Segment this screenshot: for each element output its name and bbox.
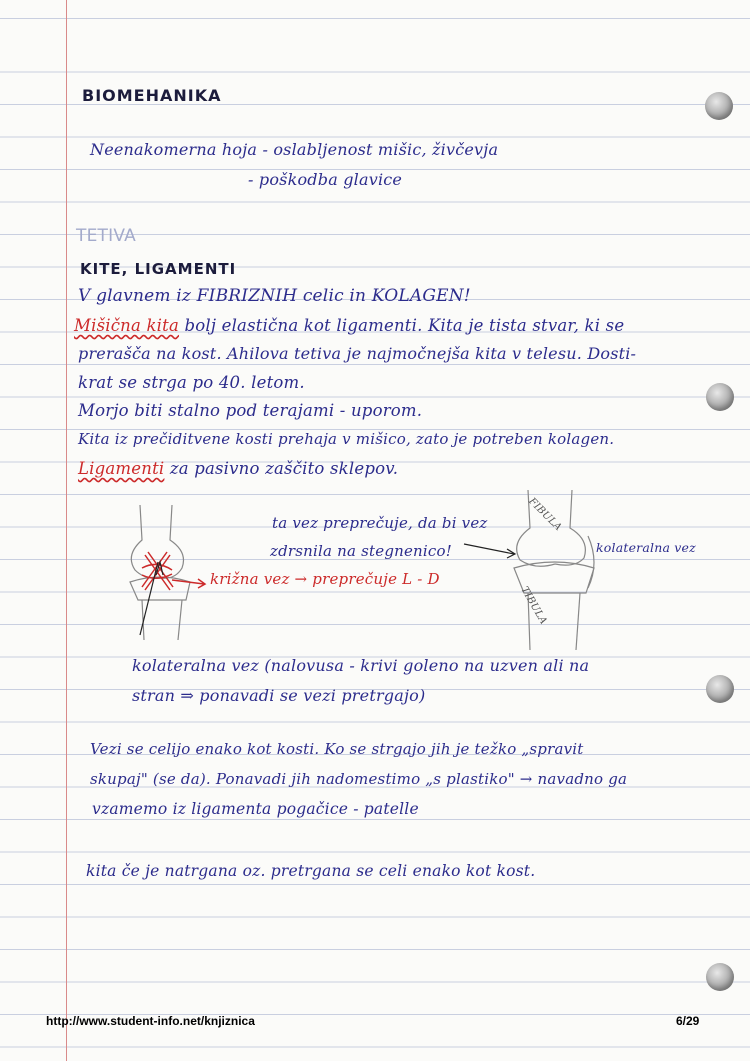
final-line: kita če je natrgana oz. pretrgana se celi enako kot kost. <box>86 862 536 880</box>
paragraph-line-4: krat se strga po 40. letom. <box>78 373 305 392</box>
diagram-note-2: zdrsnila na stegnenico! <box>270 542 452 560</box>
collateral-line-2: stran ⇒ ponavadi se vezi pretrgajo) <box>132 686 426 705</box>
faded-heading: TETIVA <box>76 226 136 246</box>
healing-line-3: vzamemo iz ligamenta pogačice - patelle <box>92 800 419 818</box>
ligament-term: Ligamenti <box>78 459 165 478</box>
footer-url: http://www.student-info.net/knjiznica <box>46 1014 255 1028</box>
healing-line-2: skupaj" (se da). Ponavadi jih nadomestimo „s plastiko" → navadno ga <box>90 770 628 788</box>
paragraph-line-7-text: za pasivno zaščito sklepov. <box>169 459 399 478</box>
punch-hole-1 <box>705 92 733 120</box>
collateral-line-1: kolateralna vez (nalovusa - krivi goleno na uzven ali na <box>132 656 590 675</box>
muscle-tendon-term: Mišična kita <box>74 316 180 335</box>
paragraph-line-6: Kita iz prečiditvene kosti prehaja v mišico, zato je potreben kolagen. <box>78 430 615 448</box>
paragraph-line-1: V glavnem iz FIBRIZNIH celic in KOLAGEN! <box>78 286 471 306</box>
paragraph-line-3: preraščа na kost. Ahilova tetiva je najmočnejša kita v telesu. Dosti- <box>78 344 637 363</box>
punch-hole-4 <box>706 963 734 991</box>
cross-ligament-arrow <box>170 572 210 592</box>
page-title: BIOMEHANIKA <box>82 86 222 105</box>
collateral-label: kolateralna vez <box>596 540 696 555</box>
intro-line-1: Neenakomerna hoja - oslabljenost mišic, živčevja <box>90 140 499 159</box>
collateral-knee-sketch <box>500 488 610 658</box>
section-heading: KITE, LIGAMENTI <box>80 260 237 278</box>
diagram-note-1: ta vez preprečuje, da bi vez <box>272 514 488 532</box>
cross-ligament-label-text: križna vez → preprečuje L - D <box>210 570 440 588</box>
paragraph-line-7 <box>78 459 398 478</box>
fibula-label-top: FIBULA <box>526 496 564 534</box>
paragraph-line-2 <box>74 316 624 335</box>
punch-hole-2 <box>706 383 734 411</box>
cross-ligament-label <box>210 570 440 588</box>
paragraph-line-2-text: bolj elastična kot ligamenti. Kita je tista stvar, ki se <box>184 316 625 335</box>
footer-page-number: 6/29 <box>676 1014 700 1028</box>
punch-hole-3 <box>706 675 734 703</box>
intro-line-2: - poškodba glavice <box>248 170 403 189</box>
paragraph-line-5: Morjo biti stalno pod terajami - uporom. <box>78 401 423 420</box>
fibula-label-bottom: TIBULA <box>518 585 549 627</box>
healing-line-1: Vezi se celijo enako kot kosti. Ko se strgajo jih je težko „spravit <box>90 740 584 758</box>
